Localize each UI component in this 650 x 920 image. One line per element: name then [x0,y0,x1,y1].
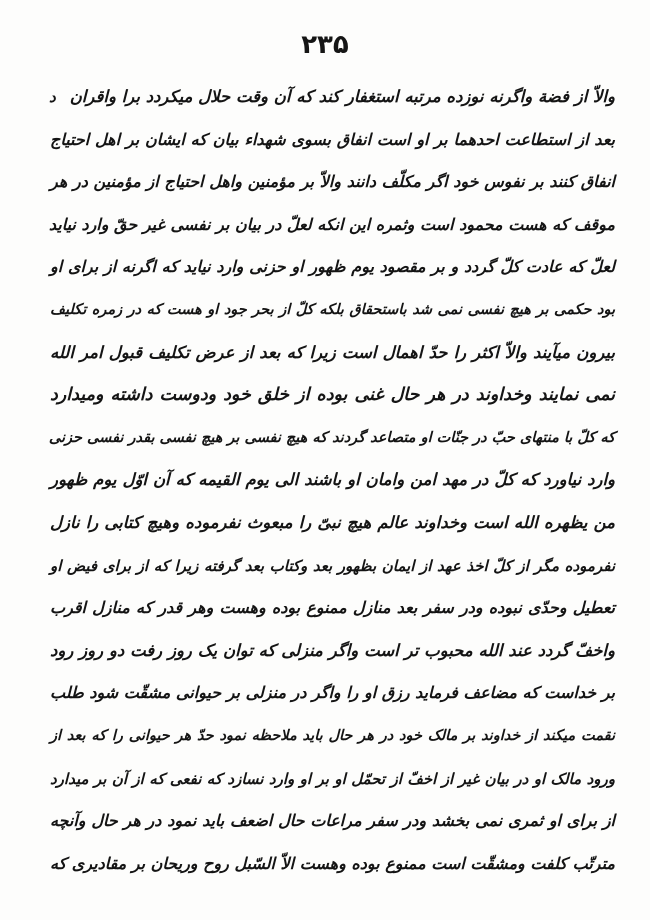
line-text: والاّ از فضة واگرنه نوزده مرتبه استغفار کند که آن وقت حلال میکردد برا واقران [69,87,615,106]
text-line: بیرون میآیند والاّ اکثر را حدّ اهمال است زیرا که بعد از عرض تکلیف قبول امر الله [50,342,615,362]
catchword: د [49,88,56,106]
text-line: تعطیل وحدّی نبوده ودر سفر بعد منازل ممنوع بوده وهست وهر قدر که منازل اقرب [50,598,615,618]
manuscript-text-block [50,76,615,885]
text-line: که کلّ با منتهای حبّ در جنّات او متصاعد گردند که هیچ نفسی بر هیچ نفسی بقدر نفسی حزنی [48,429,615,446]
text-line: ورود مالک او در بیان غیر از اخفّ از تحمّل او بر او وارد نسازد که نفعی که از آن بر میدارد [50,769,615,788]
text-line: نفرموده مگر از کلّ اخذ عهد از ایمان بظهور بعد وکتاب بعد گرفته زیرا که از برای فیض او [50,556,615,575]
text-line: وارد نیاورد که کلّ در مهد امن وامان او باشند الی یوم القیمه که آن اوّل یوم ظهور [50,470,615,490]
text-line: نمی نمایند وخداوند در هر حال غنی بوده از خلق خود ودوست داشته ومیدارد [50,385,615,406]
text-line: موقف که هست محمود است وثمره این انکه لعلّ در بیان بر نفسی غیر حقّ وارد نیاید [48,214,615,234]
text-line: واخفّ گردد عند الله محبوب تر است واگر منزلی که توان یک روز رفت دو روز رود [50,640,615,660]
text-line: انفاق کنند بر نفوس خود اگر مکلّف دانند والاّ بر مؤمنین واهل احتیاج از مؤمنین در هر [50,172,615,192]
text-line: لعلّ که عادت کلّ گردد و بر مقصود یوم ظهور او حزنی وارد نیاید که اگرنه از برای او [50,257,615,277]
text-line: من یظهره الله است وخداوند عالم هیچ نبیّ را مبعوث نفرموده وهیچ کتابی را نازل [50,512,615,532]
text-line: از برای او ثمری نمی بخشد ودر سفر مراعات حال اضعف باید نمود در هر حال وآنچه [50,811,615,831]
text-line: بود حکمی بر هیچ نفسی نمی شد باستحقاق بلکه کلّ از بحر جود او هست که در زمره تکلیف [50,301,615,318]
text-line: نقمت میکند از خداوند بر مالک خود در هر حال باید ملاحظه نمود حدّ هر حیوانی را که بعد از [50,727,615,744]
text-line: بر خداست که مضاعف فرماید رزق او را واگر در منزلی بر حیوانی مشقّت شود طلب [50,683,615,703]
page-number: ۲۳۵ [301,30,349,60]
text-line: مترتّب کلفت ومشقّت است ممنوع بوده وهست الاّ السّبل روح وریحان بر مقادیری که [50,853,615,873]
text-line: بعد از استطاعت احدهما بر او است انفاق بسوی شهداء بیان که ایشان بر اهل احتیاج [50,129,615,149]
text-line [50,76,615,119]
